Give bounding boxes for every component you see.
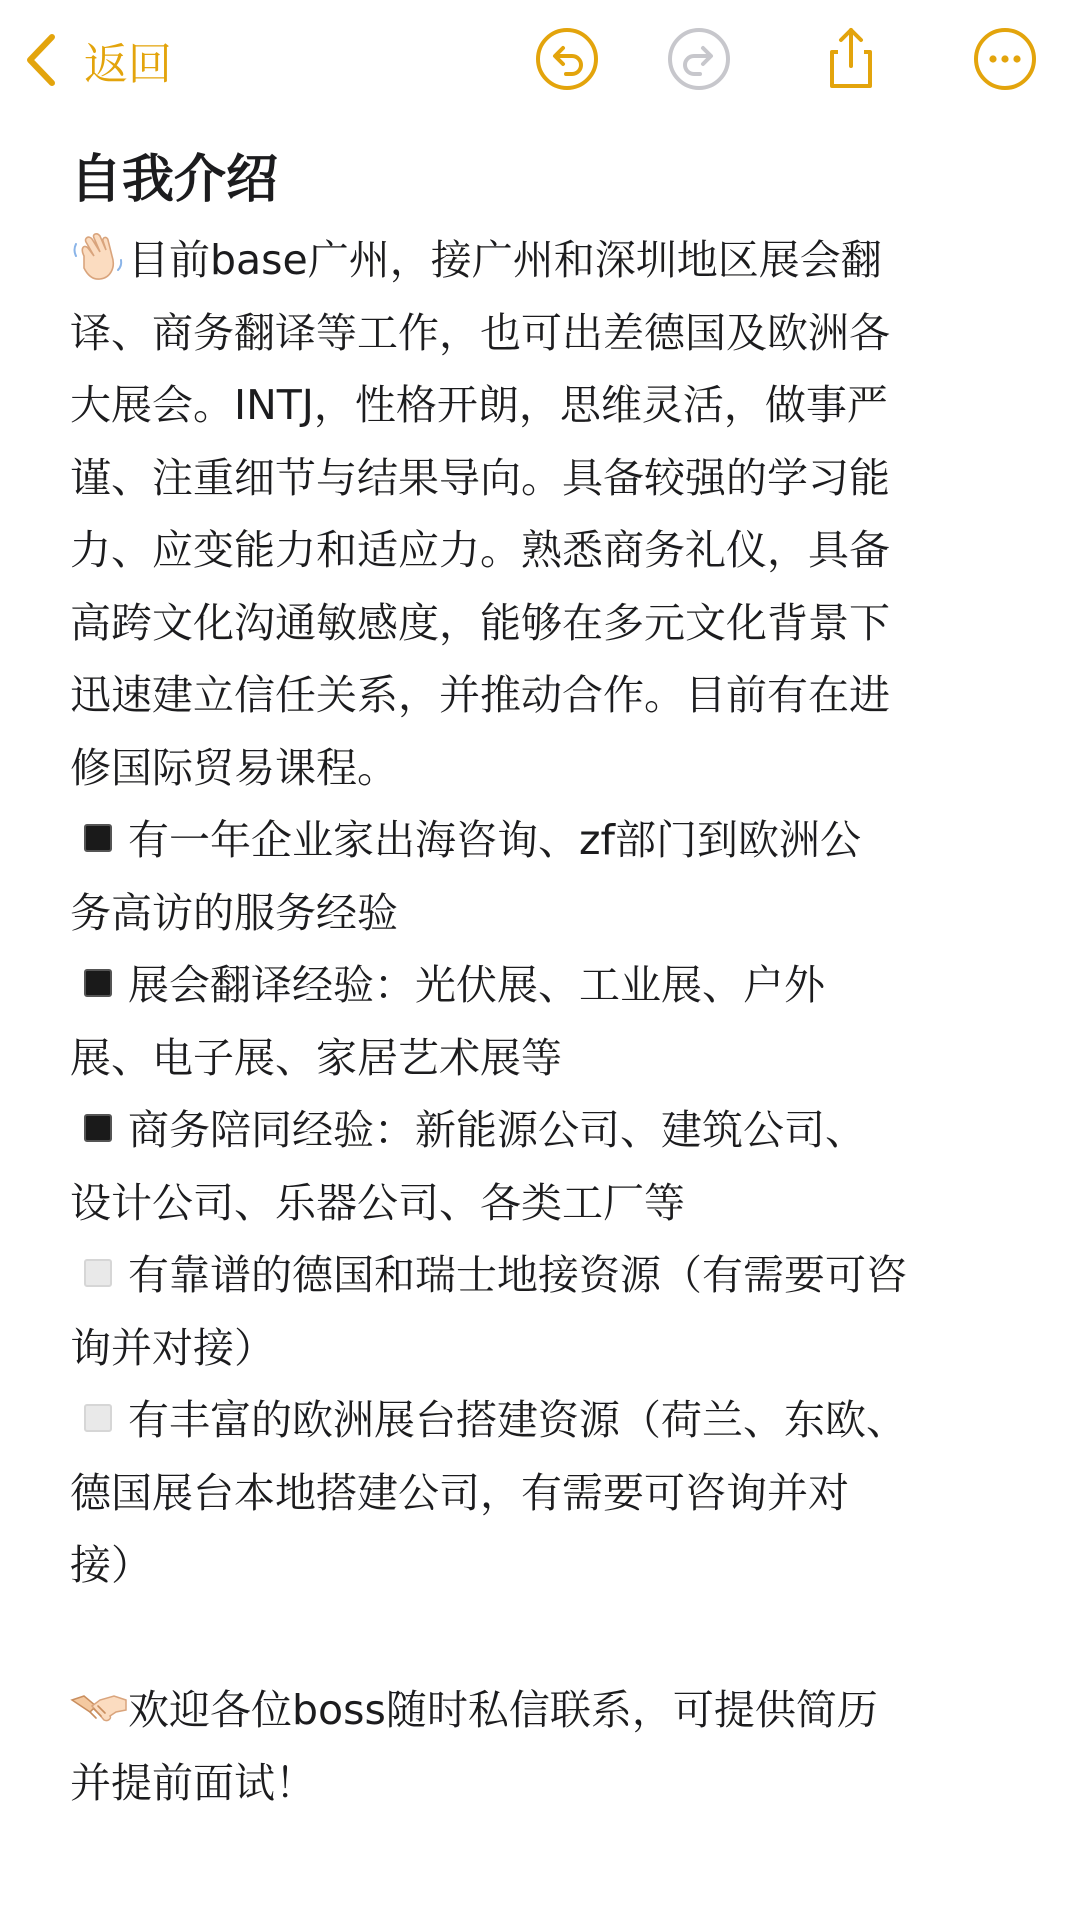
redo-button[interactable] (666, 26, 732, 92)
bullet-line (70, 949, 1020, 1022)
handshake-emoji (70, 1676, 128, 1734)
intro-line: 高跨文化沟通敏感度，能够在多元文化背景下 (70, 598, 890, 647)
bullet-text: 有一年企业家出海咨询、zf部门到欧洲公 (128, 816, 861, 864)
bullet-item (70, 1239, 1020, 1384)
back-button[interactable] (22, 28, 172, 92)
note-title: 自我介绍 (70, 150, 279, 210)
blank-line (70, 1602, 1020, 1675)
bullet-list (70, 804, 1020, 1602)
closing-line: 并提前面试！ (70, 1758, 316, 1807)
intro-line: 大展会。INTJ，性格开朗，思维灵活，做事严 (70, 381, 888, 429)
note-body[interactable] (70, 140, 1020, 1819)
bullet-text: 展会翻译经验：光伏展、工业展、户外 (128, 961, 825, 1009)
bullet-line: 询并对接） (70, 1323, 275, 1372)
redo-icon (666, 26, 732, 92)
intro-text: 目前base广州，接广州和深圳地区展会翻 (128, 236, 882, 284)
intro-paragraph (70, 224, 1020, 804)
intro-line (70, 224, 1020, 297)
bullet-text: 有丰富的欧洲展台搭建资源（荷兰、东欧、 (128, 1396, 907, 1444)
bullet-item (70, 804, 1020, 949)
chevron-left-icon (22, 31, 62, 89)
more-icon (972, 26, 1038, 92)
black-square-bullet (84, 969, 112, 997)
bullet-line (70, 1239, 1020, 1312)
bullet-text: 有靠谱的德国和瑞士地接资源（有需要可咨 (128, 1251, 907, 1299)
black-square-bullet (84, 1114, 112, 1142)
bullet-line: 务高访的服务经验 (70, 888, 398, 937)
bullet-item (70, 1384, 1020, 1602)
bullet-line: 设计公司、乐器公司、各类工厂等 (70, 1178, 685, 1227)
notes-toolbar (0, 0, 1080, 120)
share-button[interactable] (818, 26, 884, 92)
intro-line: 力、应变能力和适应力。熟悉商务礼仪，具备 (70, 526, 890, 574)
bullet-line: 接） (70, 1541, 152, 1589)
share-icon (818, 26, 884, 92)
bullet-line (70, 1094, 1020, 1167)
bullet-text: 商务陪同经验：新能源公司、建筑公司、 (128, 1106, 866, 1154)
bullet-line (70, 1384, 1020, 1457)
more-button[interactable] (972, 26, 1038, 92)
closing-paragraph (70, 1674, 1020, 1819)
bullet-line (70, 804, 1020, 877)
undo-button[interactable] (534, 26, 600, 92)
black-square-bullet (84, 824, 112, 852)
bullet-line: 展、电子展、家居艺术展等 (70, 1033, 562, 1082)
back-label: 返回 (84, 39, 172, 90)
bullet-line: 德国展台本地搭建公司，有需要可咨询并对 (70, 1468, 849, 1517)
intro-line: 迅速建立信任关系，并推动合作。目前有在进 (70, 671, 890, 719)
bullet-item (70, 949, 1020, 1094)
closing-text: 欢迎各位boss随时私信联系，可提供简历 (128, 1686, 878, 1734)
white-square-bullet (84, 1259, 112, 1287)
intro-line: 译、商务翻译等工作，也可出差德国及欧洲各 (70, 308, 890, 357)
intro-line: 修国际贸易课程。 (70, 743, 398, 792)
white-square-bullet (84, 1404, 112, 1432)
closing-line (70, 1674, 1020, 1747)
undo-icon (534, 26, 600, 92)
bullet-item (70, 1094, 1020, 1239)
intro-line: 谨、注重细节与结果导向。具备较强的学习能 (70, 453, 890, 502)
waving-hand-emoji (70, 226, 128, 284)
